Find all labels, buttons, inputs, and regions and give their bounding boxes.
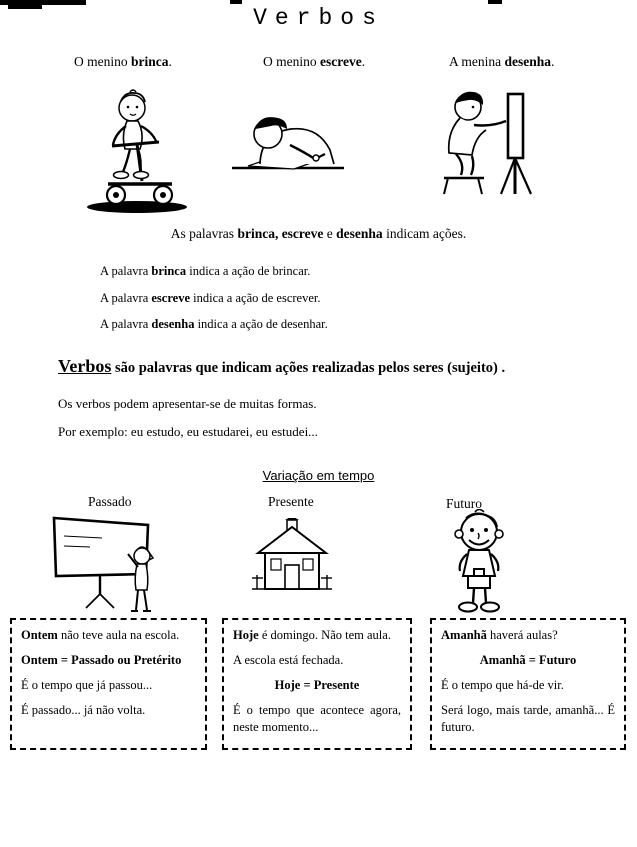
example-sentence-desenha bbox=[449, 54, 554, 70]
explanation-escreve bbox=[100, 291, 321, 306]
present-box-line-3 bbox=[233, 677, 401, 694]
present-line-rest: é domingo. Não tem aula. bbox=[258, 628, 391, 642]
sentence-suffix: . bbox=[551, 54, 555, 69]
scan-artifact bbox=[230, 0, 242, 4]
explanation-pre: A palavra bbox=[100, 264, 152, 278]
explanation-pre: A palavra bbox=[100, 317, 152, 331]
tense-label-presente: Presente bbox=[268, 494, 314, 509]
scan-artifact bbox=[488, 0, 502, 4]
future-equation: Amanhã = Futuro bbox=[479, 652, 577, 667]
summary-mid: e bbox=[323, 226, 337, 241]
summary-post: indicam ações. bbox=[382, 226, 467, 241]
present-box-line-1 bbox=[233, 627, 401, 644]
verbos-definition bbox=[58, 356, 598, 377]
present-box-line-4: É o tempo que acontece agora, neste momento... bbox=[233, 702, 401, 734]
future-line-rest: haverá aulas? bbox=[486, 628, 558, 642]
future-tense-box bbox=[430, 618, 626, 750]
explanation-post: indica a ação de escrever. bbox=[190, 291, 321, 305]
boy-writing-illustration bbox=[230, 95, 348, 179]
future-bold-word: Amanhã bbox=[441, 628, 487, 642]
explanation-verb: brinca bbox=[151, 264, 187, 278]
summary-bold-verbs: brinca, escreve bbox=[237, 226, 324, 241]
variation-heading: Variação em tempo bbox=[262, 468, 375, 483]
verb-word: desenha bbox=[504, 54, 552, 69]
future-box-line-4: Será logo, mais tarde, amanhã... É futuro. bbox=[441, 702, 615, 734]
example-sentence-escreve bbox=[263, 54, 365, 70]
past-bold-word: Ontem bbox=[21, 628, 58, 642]
past-box-line-4: É passado... já não volta. bbox=[21, 702, 146, 717]
future-box-line-3: É o tempo que há-de vir. bbox=[441, 677, 564, 692]
tense-label-passado: Passado bbox=[88, 494, 132, 509]
present-box-line-2: A escola está fechada. bbox=[233, 652, 344, 667]
definition-term: Verbos bbox=[58, 356, 112, 376]
present-tense-box bbox=[222, 618, 412, 750]
child-at-blackboard-illustration bbox=[50, 512, 170, 616]
summary-line bbox=[0, 226, 637, 242]
definition-rest: são palavras que indicam ações realizadas pelos seres (sujeito) . bbox=[111, 360, 506, 376]
sentence-suffix: . bbox=[361, 54, 366, 69]
past-box-line-3: É o tempo que já passou... bbox=[21, 677, 153, 692]
past-tense-box bbox=[10, 618, 207, 750]
verb-word: brinca bbox=[131, 54, 169, 69]
sentence-prefix: A menina bbox=[449, 54, 505, 69]
sentence-prefix: O menino bbox=[74, 54, 131, 69]
present-bold-word: Hoje bbox=[233, 628, 259, 642]
smiling-boy-illustration bbox=[442, 509, 516, 615]
explanation-brinca bbox=[100, 264, 310, 279]
explanation-pre: A palavra bbox=[100, 291, 152, 305]
note-examples: Por exemplo: eu estudo, eu estudarei, eu estudei... bbox=[58, 424, 318, 439]
past-equation: Ontem = Passado ou Pretérito bbox=[21, 652, 182, 667]
explanation-verb: escreve bbox=[151, 291, 191, 305]
note-forms: Os verbos podem apresentar-se de muitas formas. bbox=[58, 396, 317, 411]
page-title: Verbos bbox=[253, 5, 384, 31]
explanation-post: indica a ação de desenhar. bbox=[194, 317, 328, 331]
sentence-prefix: O menino bbox=[263, 54, 320, 69]
future-box-line-1 bbox=[441, 627, 615, 644]
explanation-desenha bbox=[100, 317, 328, 332]
example-sentence-brinca bbox=[74, 54, 172, 70]
future-box-line-2 bbox=[441, 652, 615, 669]
summary-bold-verb: desenha bbox=[336, 226, 383, 241]
past-line-rest: não teve aula na escola. bbox=[57, 628, 180, 642]
school-building-illustration bbox=[250, 518, 334, 598]
tense-label-futuro: Futuro bbox=[446, 496, 483, 511]
summary-pre: As palavras bbox=[170, 226, 238, 241]
girl-drawing-easel-illustration bbox=[416, 84, 544, 198]
explanation-verb: desenha bbox=[151, 317, 195, 331]
past-box-line-1 bbox=[21, 627, 196, 644]
verb-word: escreve bbox=[320, 54, 362, 69]
past-box-line-2 bbox=[21, 652, 196, 669]
explanation-post: indica a ação de brincar. bbox=[186, 264, 311, 278]
child-on-scooter-illustration bbox=[80, 88, 195, 216]
present-equation: Hoje = Presente bbox=[274, 677, 360, 692]
sentence-suffix: . bbox=[168, 54, 172, 69]
